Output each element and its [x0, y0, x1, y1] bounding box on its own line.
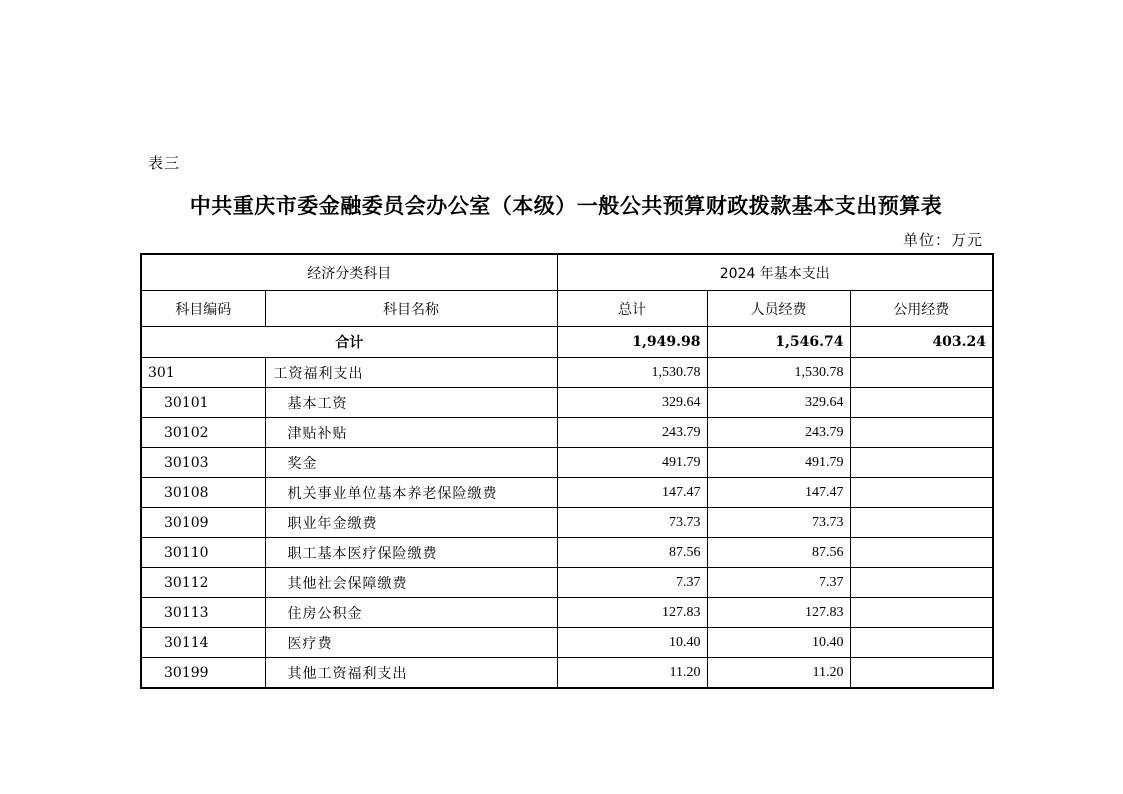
row-personnel: 147.47: [707, 478, 850, 508]
table-row: [141, 418, 993, 448]
row-personnel: 7.37: [707, 568, 850, 598]
row-code: 30109: [141, 508, 265, 538]
table-row: [141, 508, 993, 538]
row-public: [850, 358, 993, 388]
table-row: [141, 628, 993, 658]
row-code: 30110: [141, 538, 265, 568]
row-name: 奖金: [265, 448, 557, 478]
row-personnel: 10.40: [707, 628, 850, 658]
row-name: 其他社会保障缴费: [265, 568, 557, 598]
row-public: [850, 418, 993, 448]
row-public: [850, 448, 993, 478]
table-label: 表三: [148, 154, 181, 172]
header-group-row: [141, 254, 993, 291]
row-public: [850, 388, 993, 418]
header-column-row: [141, 291, 993, 327]
row-public: [850, 658, 993, 689]
row-code: 30199: [141, 658, 265, 689]
column-header-code: 科目编码: [141, 291, 265, 327]
row-code: 30112: [141, 568, 265, 598]
row-personnel: 1,530.78: [707, 358, 850, 388]
row-name: 职业年金缴费: [265, 508, 557, 538]
row-name: 职工基本医疗保险缴费: [265, 538, 557, 568]
row-total: 7.37: [557, 568, 707, 598]
header-economic-class: 经济分类科目: [141, 254, 557, 291]
page-title: 中共重庆市委金融委员会办公室（本级）一般公共预算财政拨款基本支出预算表: [189, 194, 943, 218]
row-total: 127.83: [557, 598, 707, 628]
total-row: [141, 327, 993, 358]
total-label: 合计: [141, 327, 557, 358]
row-public: [850, 598, 993, 628]
row-personnel: 243.79: [707, 418, 850, 448]
row-code: 30108: [141, 478, 265, 508]
header-basic-expenditure: 2024 年基本支出: [557, 254, 993, 291]
row-name: 其他工资福利支出: [265, 658, 557, 689]
row-total: 10.40: [557, 628, 707, 658]
row-name: 工资福利支出: [265, 358, 557, 388]
row-total: 491.79: [557, 448, 707, 478]
row-name: 机关事业单位基本养老保险缴费: [265, 478, 557, 508]
budget-table: [140, 253, 994, 689]
row-name: 医疗费: [265, 628, 557, 658]
row-public: [850, 508, 993, 538]
row-personnel: 87.56: [707, 538, 850, 568]
row-public: [850, 478, 993, 508]
table-row: [141, 358, 993, 388]
row-total: 11.20: [557, 658, 707, 689]
row-total: 87.56: [557, 538, 707, 568]
row-personnel: 127.83: [707, 598, 850, 628]
row-personnel: 491.79: [707, 448, 850, 478]
table-row: [141, 388, 993, 418]
row-public: [850, 628, 993, 658]
table-row: [141, 658, 993, 689]
unit-label: 单位：万元: [902, 231, 983, 249]
table-row: [141, 598, 993, 628]
row-code: 30103: [141, 448, 265, 478]
row-total: 243.79: [557, 418, 707, 448]
row-code: 30113: [141, 598, 265, 628]
row-personnel: 11.20: [707, 658, 850, 689]
row-total: 329.64: [557, 388, 707, 418]
row-personnel: 329.64: [707, 388, 850, 418]
total-value: 1,949.98: [557, 327, 707, 358]
row-public: [850, 568, 993, 598]
row-name: 基本工资: [265, 388, 557, 418]
row-total: 1,530.78: [557, 358, 707, 388]
row-code: 30102: [141, 418, 265, 448]
row-name: 住房公积金: [265, 598, 557, 628]
total-public-value: 403.24: [850, 327, 993, 358]
row-name: 津贴补贴: [265, 418, 557, 448]
row-personnel: 73.73: [707, 508, 850, 538]
budget-table-body: [141, 254, 993, 688]
column-header-total: 总计: [557, 291, 707, 327]
row-total: 73.73: [557, 508, 707, 538]
row-total: 147.47: [557, 478, 707, 508]
row-public: [850, 538, 993, 568]
table-row: [141, 538, 993, 568]
column-header-personnel: 人员经费: [707, 291, 850, 327]
column-header-name: 科目名称: [265, 291, 557, 327]
total-personnel-value: 1,546.74: [707, 327, 850, 358]
table-row: [141, 448, 993, 478]
table-row: [141, 568, 993, 598]
row-code: 30101: [141, 388, 265, 418]
row-code: 30114: [141, 628, 265, 658]
row-code: 301: [141, 358, 265, 388]
column-header-public: 公用经费: [850, 291, 993, 327]
table-row: [141, 478, 993, 508]
